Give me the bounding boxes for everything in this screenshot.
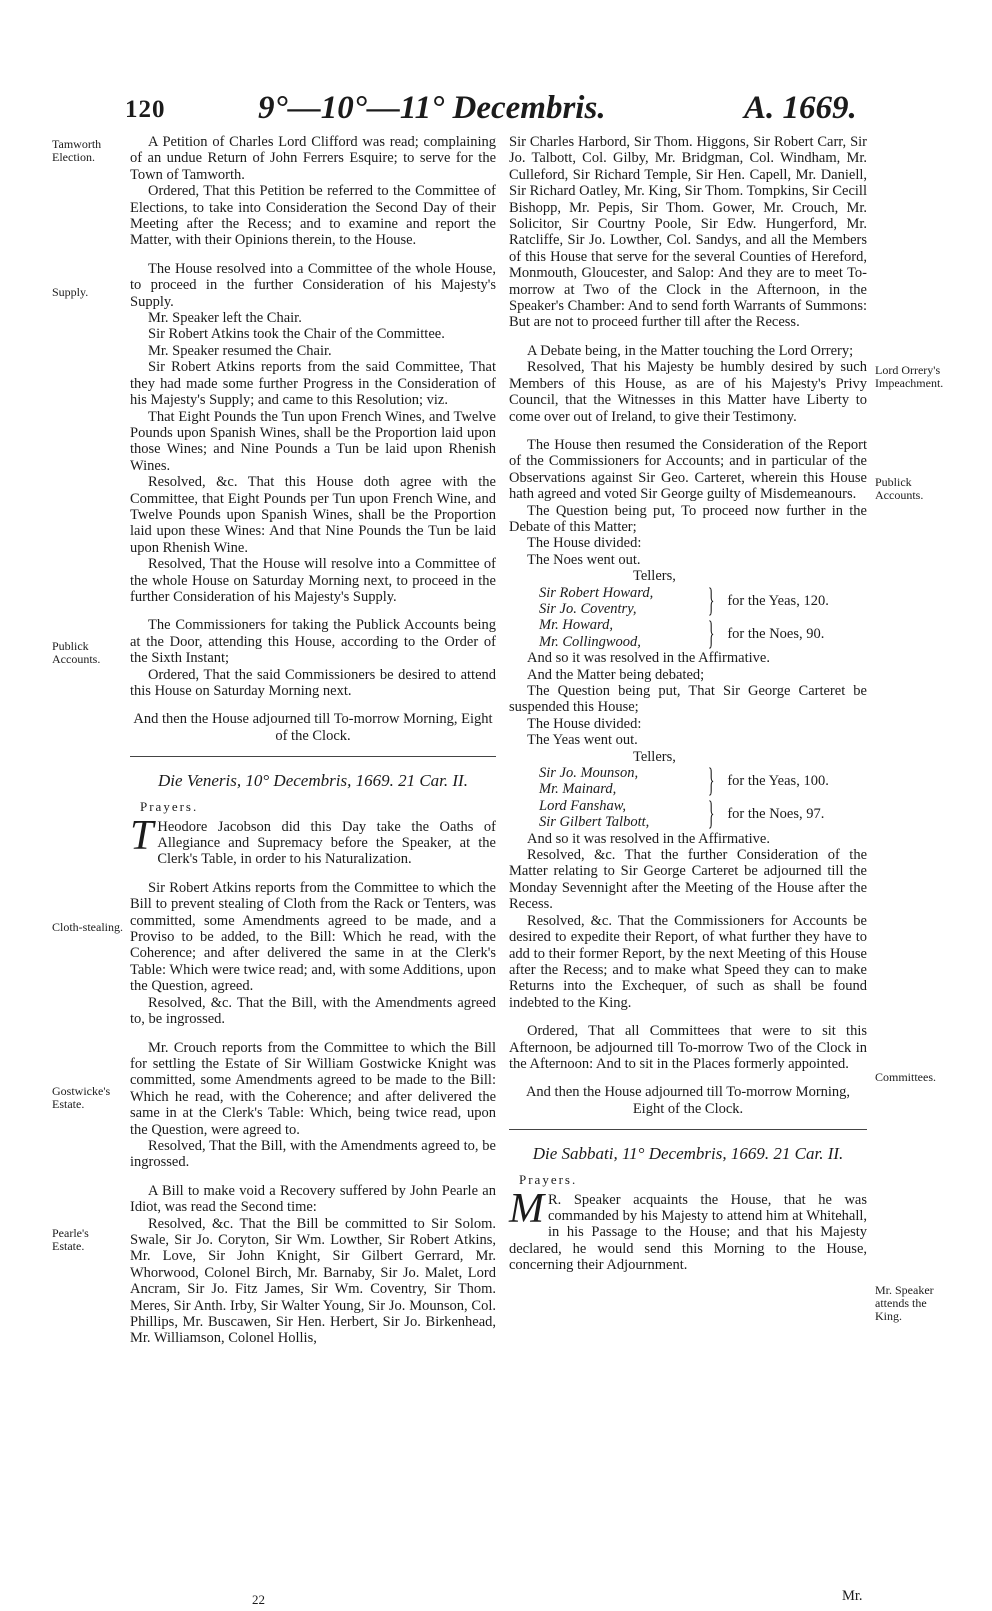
paragraph: Sir Robert Atkins reports from the Committee to which the Bill to prevent stealing of Cloth from the Rack or Tenters, was committed, some Amendments agreed to be made, and a Proviso to be added, to the Bill: Which he read, with the Coherence; and after delivered the same in at the Clerk's Table: Which were twice read; and, with some Additions, upon the Question, agreed.: [130, 879, 496, 995]
adjournment-note: And then the House adjourned till To-morrow Morning, Eight of the Clock.: [133, 711, 493, 744]
paragraph: The Yeas went out.: [527, 732, 638, 749]
page-year: A. 1669.: [744, 90, 857, 126]
paragraph: And so it was resolved in the Affirmative.: [527, 830, 770, 847]
paragraph: Ordered, That all Committees that were to sit this Afternoon, be adjourned till To-morrow Two of the Clock in the Afternoon: And to sit in the Places formerly appointed.: [509, 1023, 867, 1072]
paragraph: A Petition of Charles Lord Clifford was read; complaining of an undue Return of John Ferrers Esquire; to serve for the Town of Tamworth.: [130, 134, 496, 183]
teller-name: Mr. Collingwood,: [539, 633, 641, 650]
adjournment-note: And then the House adjourned till To-morrow Morning, Eight of the Clock.: [525, 1084, 851, 1117]
margin-note-publick-accounts: Publick Accounts.: [52, 639, 101, 666]
paragraph: Mr. Speaker resumed the Chair.: [148, 342, 332, 359]
margin-note-supply: Supply.: [52, 285, 89, 299]
paragraph: Resolved, &c. That the Commissioners for Accounts be desired to expedite their Report, of what further they have to add to their former Report, by the next Meeting of this House after the Recess; and to make what Speed they can to make Returns into the Exchequer, of such as shall be found indebted to the King.: [509, 912, 867, 1011]
paragraph: That Eight Pounds the Tun upon French Wines, and Twelve Pounds upon Spanish Wines, shall be the Proportion laid upon those Wines; and Nine Pounds a Tun be laid upon Rhenish Wines.: [130, 408, 496, 474]
paragraph: Ordered, That the said Commissioners be desired to attend this House on Saturday Morning next.: [130, 666, 496, 699]
day-heading: Die Sabbati, 11° Decembris, 1669. 21 Car. II.: [532, 1144, 844, 1164]
division-result: for the Yeas, 100.: [727, 773, 829, 790]
teller-name: Mr. Mainard,: [539, 781, 617, 798]
brace-icon: }: [707, 795, 715, 833]
drop-cap: T: [130, 812, 154, 859]
teller-name: Lord Fanshaw,: [539, 797, 627, 814]
margin-note-speaker: Mr. Speaker attends the King.: [875, 1283, 934, 1323]
paragraph: Ordered, That this Petition be referred to the Committee of Elections, to take into Consideration the Second Day of their Meeting after the Recess; and to examine and report the Matter, with their Opinions therein, to the House.: [130, 183, 496, 249]
paragraph: Resolved, &c. That the further Consideration of the Matter relating to Sir George Carteret be adjourned till the Monday Sevennight after the Meeting of the House after the Recess.: [509, 847, 867, 913]
paragraph: The House resolved into a Committee of the whole House, to proceed in the further Consideration of his Majesty's Supply.: [130, 260, 496, 310]
tellers-label: Tellers,: [633, 568, 676, 585]
paragraph: Resolved, &c. That the Bill, with the Amendments agreed to, be ingrossed.: [130, 994, 496, 1028]
paragraph: Mr. Crouch reports from the Committee to which the Bill for settling the Estate of Sir William Gostwicke Knight was committed, some Amendments agreed to be made to the Bill: Which he read, with the Coherence; and after delivered the same in at the Clerk's Table: Which, being twice read, upon the Question, were agreed to.: [130, 1039, 496, 1138]
signature-mark: 22: [252, 1592, 265, 1607]
teller-name: Sir Gilbert Talbott,: [539, 814, 650, 831]
paragraph: Mr. Speaker left the Chair.: [148, 310, 302, 327]
paragraph: The Question being put, To proceed now further in the Debate of this Matter;: [509, 502, 867, 535]
margin-note-lord-orrery: Lord Orrery's Impeachment.: [875, 363, 944, 390]
margin-note-publick-accounts-right: Publick Accounts.: [875, 475, 924, 502]
margin-note-cloth-stealing: Cloth-stealing.: [52, 920, 123, 934]
teller-name: Sir Jo. Coventry,: [539, 600, 637, 617]
paragraph: And so it was resolved in the Affirmative.: [527, 650, 770, 667]
teller-name: Mr. Howard,: [539, 617, 613, 634]
margin-note-committees: Committees.: [875, 1070, 936, 1084]
section-divider: [130, 756, 496, 757]
brace-icon: }: [707, 614, 715, 652]
drop-cap: M: [509, 1185, 544, 1232]
division-result: for the Noes, 90.: [727, 625, 825, 642]
paragraph: Sir Robert Atkins took the Chair of the Committee.: [148, 326, 445, 343]
running-head: 9°—10°—11° Decembris.: [258, 90, 606, 126]
paragraph: Resolved, That the Bill, with the Amendments agreed to, be ingrossed.: [130, 1137, 496, 1171]
paragraph: Sir Charles Harbord, Sir Thom. Higgons, Sir Robert Carr, Sir Jo. Talbott, Col. Gilby, Mr. Bridgman, Col. Windham, Mr. Culleford, Sir Richard Temple, Sir Hen. Capell, Mr. Daniell, Sir Richard Oatley, Mr. King, Sir Thom. Tompkins, Sir Cecill Bishopp, Mr. Pepis, Sir Thom. Gower, Mr. Crouch, Mr. Solicitor, Sir Courtny Poole, Sir Edw. Hungerford, Mr. Ratcliffe, Sir Jo. Lowther, Col. Sandys, and all the Members of this House that serve for the several Counties of Hereford, Monmouth, Gloucester, and Salop: And they are to meet To-morrow at Two of the Clock in the Afternoon, in the Speaker's Chamber: And to send forth Warrants of Summons: But are not to proceed further till after the Recess.: [509, 134, 867, 331]
page-number: 120: [125, 96, 166, 123]
paragraph: The Question being put, That Sir George Carteret be suspended this House;: [509, 683, 867, 716]
paragraph: Resolved, That his Majesty be humbly desired by such Members of this House, as are of his Majesty's Privy Council, that the Witnesses in this Matter have Liberty to come over out of Ireland, to give their Testimony.: [509, 359, 867, 425]
margin-note-tamworth: Tamworth Election.: [52, 137, 102, 164]
paragraph: The House divided:: [527, 535, 642, 552]
division-1: [525, 568, 867, 650]
teller-name: Sir Jo. Mounson,: [539, 765, 639, 782]
margin-note-gostwicke: Gostwicke's Estate.: [52, 1084, 111, 1111]
division-result: for the Yeas, 120.: [727, 592, 829, 609]
tellers-label: Tellers,: [633, 748, 676, 765]
brace-icon: }: [707, 762, 715, 800]
margin-note-pearle: Pearle's Estate.: [52, 1226, 89, 1253]
paragraph: Resolved, &c. That the Bill be committed to Sir Solom. Swale, Sir Jo. Coryton, Sir Wm. Lowther, Sir Robert Atkins, Mr. Love, Sir John Knight, Sir Gilbert Gerrard, Mr. Whorwood, Colonel Birch, Mr. Barnaby, Sir Jo. Malet, Lord Ancram, Sir Jo. Fitz James, Sir Wm. Coventry, Sir Thom. Meres, Sir Anth. Irby, Sir Walter Young, Sir Jo. Mounson, Col. Phillips, Mr. Buscawen, Sir Hen. Herbert, Sir Jo. Birkenhead, Mr. Williamson, Colonel Hollis,: [130, 1215, 496, 1347]
section-divider: [509, 1129, 867, 1130]
prayers-label: Prayers.: [519, 1172, 578, 1188]
paragraph: Resolved, That the House will resolve into a Committee of the whole House on Saturday Morning next, to proceed in the further Consideration of his Majesty's Supply.: [130, 556, 496, 605]
brace-icon: }: [707, 581, 715, 619]
paragraph: Resolved, &c. That this House doth agree with the Committee, that Eight Pounds per Tun upon French Wine, and Twelve Pounds upon Spanish Wines, shall be the Proportion laid upon these Wines: And that Nine Pounds the Tun be laid upon Rhenish Wine.: [130, 474, 496, 556]
paragraph: The House then resumed the Consideration of the Report of the Commissioners for Accounts; and in particular of the Observations against Sir Geo. Carteret, wherein this House hath agreed and voted Sir George guilty of Misdemeanours.: [509, 436, 867, 503]
paragraph: A Debate being, in the Matter touching the Lord Orrery;: [527, 342, 854, 359]
left-column: [130, 134, 496, 1347]
teller-name: Sir Robert Howard,: [539, 584, 654, 601]
paragraph: The House divided:: [527, 715, 642, 732]
paragraph: The Commissioners for taking the Publick Accounts being at the Door, attending this House, according to the Order of the Sixth Instant;: [130, 617, 496, 667]
paragraph: Sir Robert Atkins reports from the said Committee, That they had made some further Progress in the Consideration of his Majesty's Supply; and came to this Resolution; viz.: [130, 359, 496, 409]
division-2: [525, 749, 867, 831]
right-column: [509, 134, 867, 1274]
catchword: Mr.: [842, 1588, 863, 1604]
division-result: for the Noes, 97.: [727, 806, 825, 823]
paragraph: And the Matter being debated;: [527, 666, 705, 683]
paragraph: A Bill to make void a Recovery suffered by John Pearle an Idiot, was read the Second time:: [130, 1182, 496, 1216]
paragraph: The Noes went out.: [527, 551, 641, 568]
day-heading: Die Veneris, 10° Decembris, 1669. 21 Car. II.: [158, 771, 468, 791]
paragraph: R. Speaker acquaints the House, that he was commanded by his Majesty to attend him at Whitehall, in his Passage to the House; and that his Majesty declared, he would send this Morning to the House, concerning their Adjournment.: [509, 1191, 867, 1274]
prayers-label: Prayers.: [140, 799, 199, 815]
paragraph: Heodore Jacobson did this Day take the Oaths of Allegiance and Supremacy before the Speaker, at the Clerk's Table, in order to his Naturalization.: [157, 818, 496, 868]
